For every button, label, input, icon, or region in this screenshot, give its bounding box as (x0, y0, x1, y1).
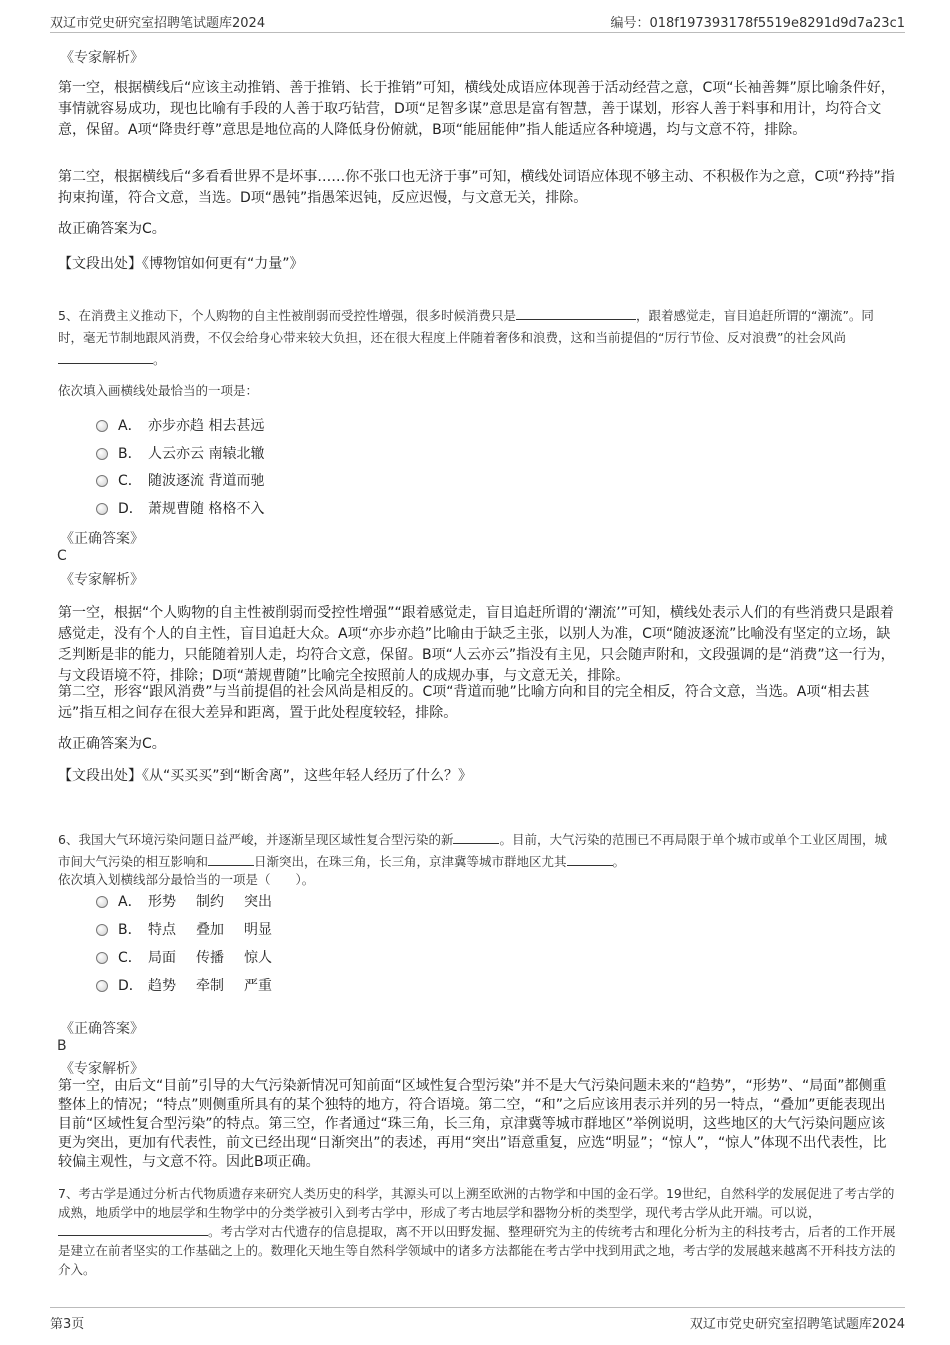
q5-option-b[interactable] (96, 443, 264, 465)
q5-analysis-label: 《专家解析》 (60, 572, 144, 588)
q6-stem-part-2: 。目前，大气污染的范围已不再局限于单个城市或单个工业区周围，城市间大气污染的相互影响和 (58, 832, 887, 869)
option-word: 形势 (148, 894, 176, 910)
option-key: B． (118, 446, 142, 462)
document-code: 编号：018f197393178f5519e8291d9d7a23c1 (610, 16, 905, 31)
q6-answer-label: 《正确答案》 (60, 1021, 144, 1037)
q5-stem-part-3: 。 (153, 352, 166, 367)
option-word: 叠加 (196, 922, 224, 938)
q5-analysis-p2: 第二空，形容“跟风消费”与当前提倡的社会风尚是相反的。C项“背道而驰”比喻方向和目的完全相反，符合文意，当选。A项“相去甚远”指互相之间存在很大差异和距离，置于此处程度较轻，排除。 (58, 684, 870, 721)
page-footer (50, 1307, 905, 1330)
q5-analysis-p1: 第一空，根据“个人购物的自主性被削弱而受控性增强”“跟着感觉走，盲目追赶所谓的‘潮流’”可知，横线处表示人们的有些消费只是跟着感觉走，没有个人的自主性，盲目追赶大众。A项“亦步亦趋”比喻由于缺乏主张，以别人为准，C项“随波逐流”比喻没有坚定的立场，缺乏判断是非的能力，只能随着别人走，均符合文意，保留。B项“人云亦云”指没有主见，只会随声附和，文段强调的是“消费”这一行为，与文段语境不符，排除；D项“萧规曹随”比喻完全按照前人的成规办事，与文意无关，排除。 (58, 605, 895, 684)
q4-analysis-p2: 第二空，根据横线后“多看看世界不是坏事……你不张口也无济于事”可知，横线处词语应体现不够主动、不积极作为之意，C项“矜持”指拘束拘谨，符合文意，当选。D项“愚钝”指愚笨迟钝，反应迟慢，与文意无关，排除。 (58, 169, 895, 206)
option-key: B． (118, 922, 142, 938)
q6-stem-part-1: 6、我国大气环境污染问题日益严峻，并逐渐呈现区域性复合型污染的新 (58, 832, 454, 847)
option-text: 人云亦云 南辕北辙 (148, 446, 265, 462)
option-word: 惊人 (244, 950, 272, 966)
radio-icon[interactable] (96, 503, 108, 515)
option-word: 趋势 (148, 978, 176, 994)
option-word: 突出 (244, 894, 272, 910)
q5-stem (58, 305, 898, 371)
radio-icon[interactable] (96, 924, 108, 936)
q7-blank-1 (58, 1223, 208, 1236)
q5-answer-label: 《正确答案》 (60, 531, 144, 547)
q4-analysis-p1: 第一空，根据横线后“应该主动推销、善于推销、长于推销”可知，横线处成语应体现善于活动经营之意，C项“长袖善舞”原比喻条件好，事情就容易成功，现也比喻有手段的人善于取巧钻营，D项“足智多谋”意思是富有智慧，善于谋划，形容人善于料事和用计，均符合文意，保留。A项“降贵纡尊”意思是地位高的人降低身份俯就，B项“能屈能伸”指人能适应各种境遇，均与文意不符，排除。 (58, 80, 895, 138)
option-word: 明显 (244, 922, 272, 938)
option-word: 制约 (196, 894, 224, 910)
option-word: 局面 (148, 950, 176, 966)
radio-icon[interactable] (96, 980, 108, 992)
page-number: 第3页 (50, 1317, 85, 1332)
option-text: 亦步亦趋 相去甚远 (148, 418, 265, 434)
radio-icon[interactable] (96, 448, 108, 460)
option-word: 特点 (148, 922, 176, 938)
q5-blank-1 (516, 307, 636, 320)
option-key: D． (118, 501, 143, 517)
option-word: 严重 (244, 978, 272, 994)
q4-analysis-label: 《专家解析》 (60, 50, 144, 66)
q6-prompt: 依次填入划横线部分最恰当的一项是（ ）。 (58, 872, 315, 887)
q6-option-b[interactable] (96, 919, 272, 941)
radio-icon[interactable] (96, 952, 108, 964)
q7-stem-part-2: 。考古学对古代遗存的信息提取，离不开以田野发掘、整理研究为主的传统考古和理化分析为主的科技考古，后者的工作开展是建立在前者坚实的工作基础之上的。数理化天地生等自然科学领域中的诸多方法都能在考古学中找到用武之地，考古学的发展越来越离不开科技方法的介入。 (58, 1224, 896, 1277)
q6-analysis-label: 《专家解析》 (60, 1061, 144, 1077)
q6-stem-part-3: 日渐突出，在珠三角，长三角，京津冀等城市群地区尤其 (254, 854, 567, 869)
q5-option-a[interactable] (96, 415, 264, 437)
q6-option-d[interactable] (96, 975, 272, 997)
radio-icon[interactable] (96, 420, 108, 432)
q5-stem-part-1: 5、在消费主义推动下，个人购物的自主性被削弱而受控性增强，很多时候消费只是 (58, 308, 516, 323)
option-key: C． (118, 950, 142, 966)
q5-prompt: 依次填入画横线处最恰当的一项是： (58, 383, 259, 398)
q5-blank-2 (58, 351, 153, 364)
q7-stem (58, 1184, 898, 1279)
footer-title: 双辽市党史研究室招聘笔试题库2024 (689, 1317, 905, 1332)
option-key: A． (118, 418, 142, 434)
q4-conclusion: 故正确答案为C。 (58, 221, 166, 237)
q5-conclusion: 故正确答案为C。 (58, 736, 166, 752)
q6-blank-1 (453, 831, 499, 844)
option-key: C． (118, 473, 142, 489)
option-key: D． (118, 978, 143, 994)
q6-answer: B (57, 1038, 67, 1054)
q6-stem (58, 829, 898, 873)
q5-answer: C (57, 548, 67, 564)
q6-option-a[interactable] (96, 891, 272, 913)
q6-stem-part-4: 。 (612, 854, 626, 869)
q6-blank-3 (567, 853, 613, 866)
option-text: 萧规曹随 格格不入 (148, 501, 265, 517)
radio-icon[interactable] (96, 475, 108, 487)
option-word: 牵制 (196, 978, 224, 994)
q5-stem-part-2: ，跟着感觉走，盲目追赶所谓的“潮流”。同时，毫无节制地跟风消费，不仅会给身心带来较大负担，还在很大程度上伴随着奢侈和浪费，这和当前提倡的“厉行节俭、反对浪费”的社会风尚 (58, 308, 874, 345)
page-header (50, 10, 905, 33)
q6-blank-2 (208, 853, 254, 866)
option-key: A． (118, 894, 142, 910)
option-word: 传播 (196, 950, 224, 966)
q5-option-c[interactable] (96, 470, 264, 492)
option-text: 随波逐流 背道而驰 (148, 473, 265, 489)
q4-source: 【文段出处】《博物馆如何更有“力量”》 (58, 256, 304, 272)
radio-icon[interactable] (96, 896, 108, 908)
q7-stem-part-1: 7、考古学是通过分析古代物质遗存来研究人类历史的科学，其源头可以上溯至欧洲的古物学和中国的金石学。19世纪，自然科学的发展促进了考古学的成熟，地质学中的地层学和生物学中的分类学被引入到考古学中，形成了考古地层学和器物分析的类型学，现代考古学从此开端。可以说， (58, 1186, 895, 1220)
header-title: 双辽市党史研究室招聘笔试题库2024 (50, 16, 266, 31)
q5-source: 【文段出处】《从“买买买”到“断舍离”，这些年轻人经历了什么？》 (58, 768, 473, 784)
q5-option-d[interactable] (96, 498, 264, 520)
q6-analysis: 第一空，由后文“目前”引导的大气污染新情况可知前面“区域性复合型污染”并不是大气污染问题未来的“趋势”，“形势”、“局面”都侧重整体上的情况；“特点”则侧重所具有的某个独特的地方，符合语境。第二空，“和”之后应该用表示并列的另一特点，“叠加”更能表现出目前“区域性复合型污染”的特点。第三空，作者通过“珠三角，长三角，京津冀等城市群地区”举例说明，这些地区的大气污染问题应该更为突出，更加有代表性，前文已经出现“日渐突出”的表述，再用“突出”语意重复，应选“明显”；“惊人”，“惊人”体现不出代表性，比较偏主观性，与文意不符。因此B项正确。 (58, 1078, 887, 1170)
q6-option-c[interactable] (96, 947, 272, 969)
